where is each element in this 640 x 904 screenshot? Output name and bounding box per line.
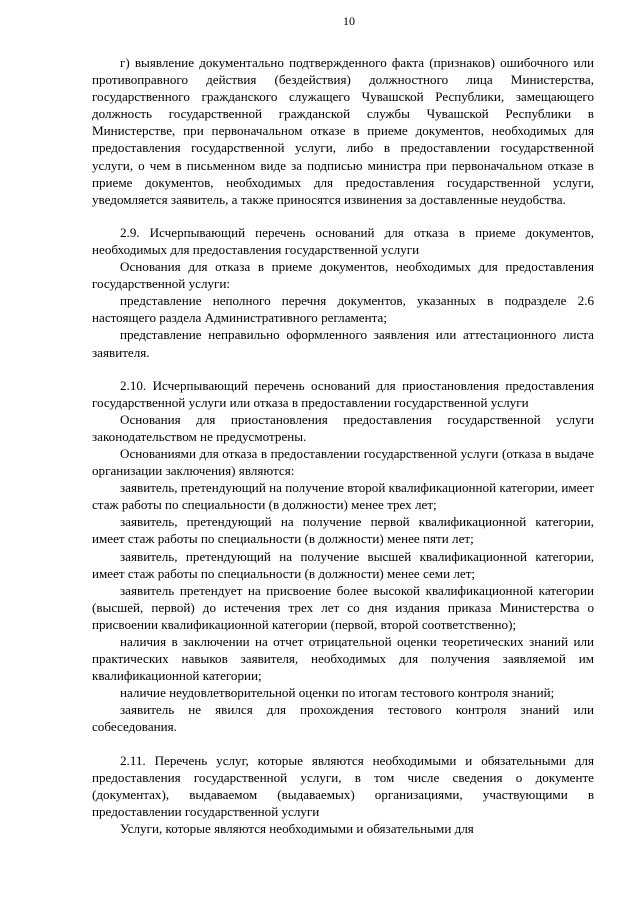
paragraph: Основания для приостановления предоставления государственной услуги законодательством не предусмотрены.: [92, 411, 594, 444]
paragraph: Услуги, которые являются необходимыми и обязательными для: [120, 820, 474, 836]
list-item: заявитель не явился для прохождения тестового контроля знаний или собеседования.: [92, 702, 594, 735]
section-gap: [92, 361, 594, 377]
list-item: представление неправильно оформленного заявления или аттестационного листа заявителя.: [92, 327, 594, 360]
paragraph-g-violation: г) выявление документально подтвержденного факта (признаков) ошибочного или противоправного действия (бездействия) должностного лица Министерства, государственного гражданского служащего Чувашской Республики, замещающего должность государственной гражданской службы Чувашской Республики в Министерстве, при первоначальном отказе в приеме документов, необходимых для предоставления государственной услуги, либо в предоставлении государственной услуги, о чем в письменном виде за подписью министра при первоначальном отказе в приеме документов, необходимых для предоставления государственной услуги, уведомляется заявитель, а также приносятся извинения за доставленные неудобства.: [92, 55, 594, 207]
section-heading-2-10: 2.10. Исчерпывающий перечень оснований для приостановления предоставления государственной услуги или отказа в предоставлении государственной услуги: [92, 377, 594, 410]
section-gap: [92, 736, 594, 752]
paragraph: Основания для отказа в приеме документов, необходимых для предоставления государственной услуги:: [92, 259, 594, 292]
section-gap: [92, 208, 594, 224]
section-heading-2-11: 2.11. Перечень услуг, которые являются необходимыми и обязательными для предоставления государственной услуги, в том числе сведения о документе (документах), выдаваемом (выдаваемых) организациями, участвующими в предоставлении государственной услуги: [92, 752, 594, 819]
list-item: заявитель претендует на присвоение более высокой квалификационной категории (высшей, первой) до истечения трех лет со дня издания приказа Министерства о присвоении квалификационной категории (первой, второй соответственно);: [92, 582, 594, 632]
list-item: наличие неудовлетворительной оценки по итогам тестового контроля знаний;: [120, 685, 555, 701]
paragraph: Основаниями для отказа в предоставлении государственной услуги (отказа в выдаче организации заключения) являются:: [92, 445, 594, 479]
list-item: представление неполного перечня документов, указанных в подразделе 2.6 настоящего раздела Административного регламента;: [92, 293, 594, 326]
section-heading-2-9: 2.9. Исчерпывающий перечень оснований для отказа в приеме документов, необходимых для предоставления государственной услуги: [92, 224, 594, 257]
list-item: заявитель, претендующий на получение высшей квалификационной категории, имеет стаж работы по специальности (в должности) менее семи лет;: [92, 548, 594, 581]
list-item: заявитель, претендующий на получение второй квалификационной категории, имеет стаж работы по специальности (в должности) менее трех лет;: [92, 480, 594, 513]
page-number: 10: [343, 14, 355, 28]
list-item: наличия в заключении на отчет отрицательной оценки теоретических знаний или практических навыков заявителя, необходимых для получения заявляемой им квалификационной категории;: [92, 634, 594, 684]
list-item: заявитель, претендующий на получение первой квалификационной категории, имеет стаж работы по специальности (в должности) менее пяти лет;: [92, 514, 594, 547]
